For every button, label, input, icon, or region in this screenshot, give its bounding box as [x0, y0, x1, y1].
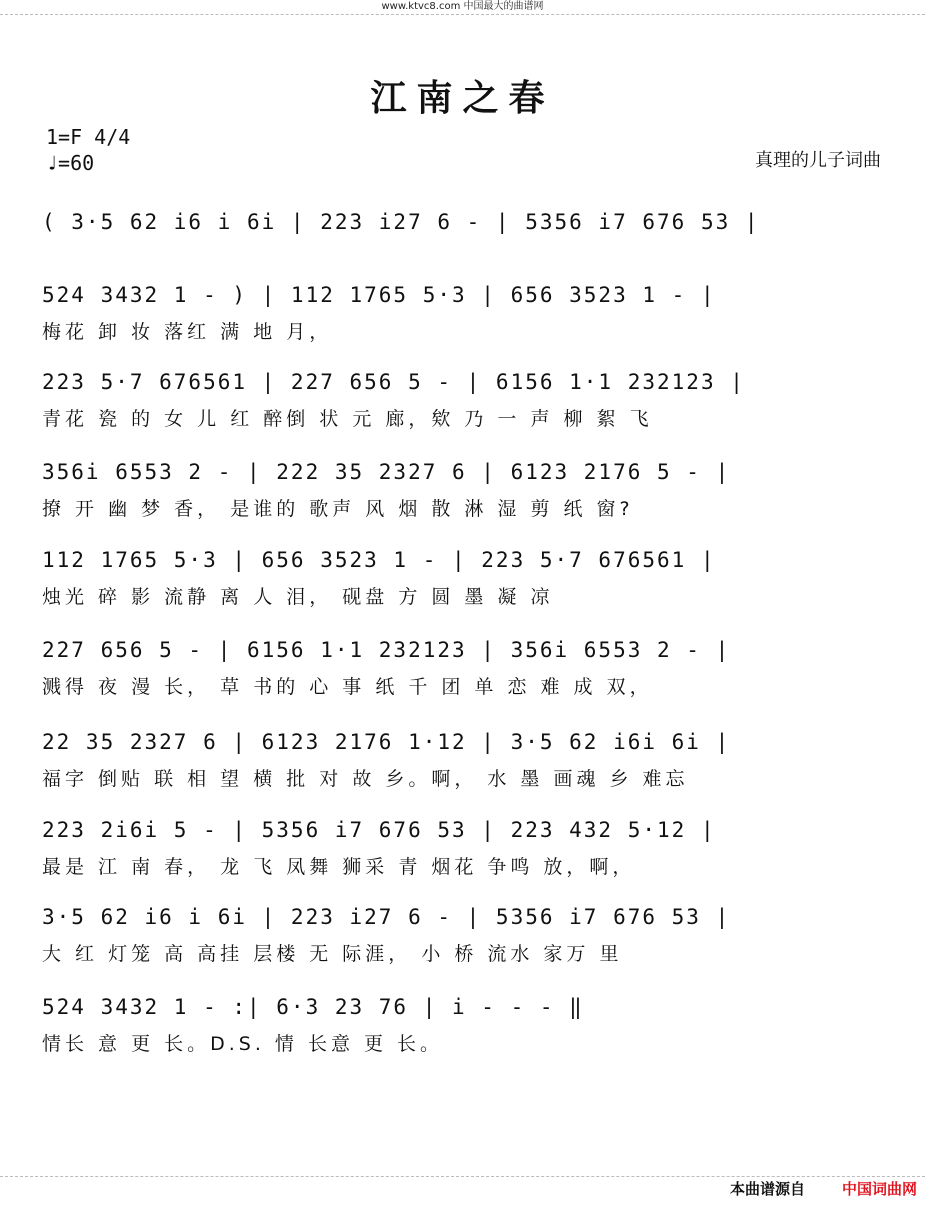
- key-signature: 1=F 4/4: [46, 125, 131, 149]
- score-line: [42, 638, 884, 702]
- score-line: [42, 818, 884, 882]
- lyric-line: 最是 江 南 春， 龙 飞 凤舞 狮采 青 烟花 争鸣 放，啊，: [42, 856, 636, 878]
- score-line: [42, 460, 884, 524]
- notation-line: 524 3432 1 - ) | 112 1765 5·3 | 656 3523 1 - |: [42, 283, 716, 307]
- notation-line: 3·5 62 i6 i 6i | 223 i27 6 - | 5356 i7 676 53 |: [42, 905, 731, 929]
- source-url-header: www.ktvc8.com 中国最大的曲谱网: [0, 0, 925, 15]
- lyric-line: [42, 244, 884, 274]
- notation-line: 223 5·7 676561 | 227 656 5 - | 6156 1·1 232123 |: [42, 370, 745, 394]
- lyric-line: 梅花 卸 妆 落红 满 地 月，: [42, 321, 333, 343]
- score-line: [42, 995, 884, 1059]
- notation-line: 356i 6553 2 - | 222 35 2327 6 | 6123 2176 5 - |: [42, 460, 731, 484]
- notation-line: 223 2i6i 5 - | 5356 i7 676 53 | 223 432 5·12 |: [42, 818, 716, 842]
- lyric-line: 青花 瓷 的 女 儿 红 醉倒 状 元 廊，欸 乃 一 声 柳 絮 飞: [42, 408, 653, 430]
- footer-bar: [0, 1176, 925, 1205]
- lyric-line: 溅得 夜 漫 长， 草 书的 心 事 纸 千 团 单 恋 难 成 双，: [42, 676, 653, 698]
- site-brand[interactable]: 中国词曲网: [841, 1180, 917, 1198]
- composer-credit: 真理的儿子词曲: [755, 150, 881, 171]
- score-title: 江南之春: [370, 77, 555, 119]
- notation-line: 524 3432 1 - :| 6·3 23 76 | i - - - ‖: [42, 995, 584, 1019]
- score-line: [42, 730, 884, 794]
- notation-line: 227 656 5 - | 6156 1·1 232123 | 356i 6553 2 - |: [42, 638, 731, 662]
- score-line: [42, 548, 884, 612]
- score-line: [42, 905, 884, 969]
- lyric-line: 撩 开 幽 梦 香， 是谁的 歌声 风 烟 散 淋 湿 剪 纸 窗?: [42, 498, 634, 520]
- source-label: 本曲谱源自: [729, 1180, 805, 1198]
- key-tempo-block: [46, 124, 130, 176]
- notation-line: ( 3·5 62 i6 i 6i | 223 i27 6 - | 5356 i7 676 53 |: [42, 210, 760, 234]
- lyric-line: 情长 意 更 长。D.S. 情 长意 更 长。: [42, 1033, 444, 1055]
- score-line: [42, 283, 884, 347]
- notation-line: 22 35 2327 6 | 6123 2176 1·12 | 3·5 62 i6i 6i |: [42, 730, 731, 754]
- score-line: [42, 370, 884, 434]
- score-line: [42, 210, 884, 274]
- lyric-line: 福字 倒贴 联 相 望 横 批 对 故 乡。啊， 水 墨 画魂 乡 难忘: [42, 768, 689, 790]
- lyric-line: 烛光 碎 影 流静 离 人 泪， 砚盘 方 圆 墨 凝 凉: [42, 586, 554, 608]
- tempo-marking: ♩=60: [46, 151, 95, 175]
- notation-line: 112 1765 5·3 | 656 3523 1 - | 223 5·7 676561 |: [42, 548, 716, 572]
- lyric-line: 大 红 灯笼 高 高挂 层楼 无 际涯， 小 桥 流水 家万 里: [42, 943, 623, 965]
